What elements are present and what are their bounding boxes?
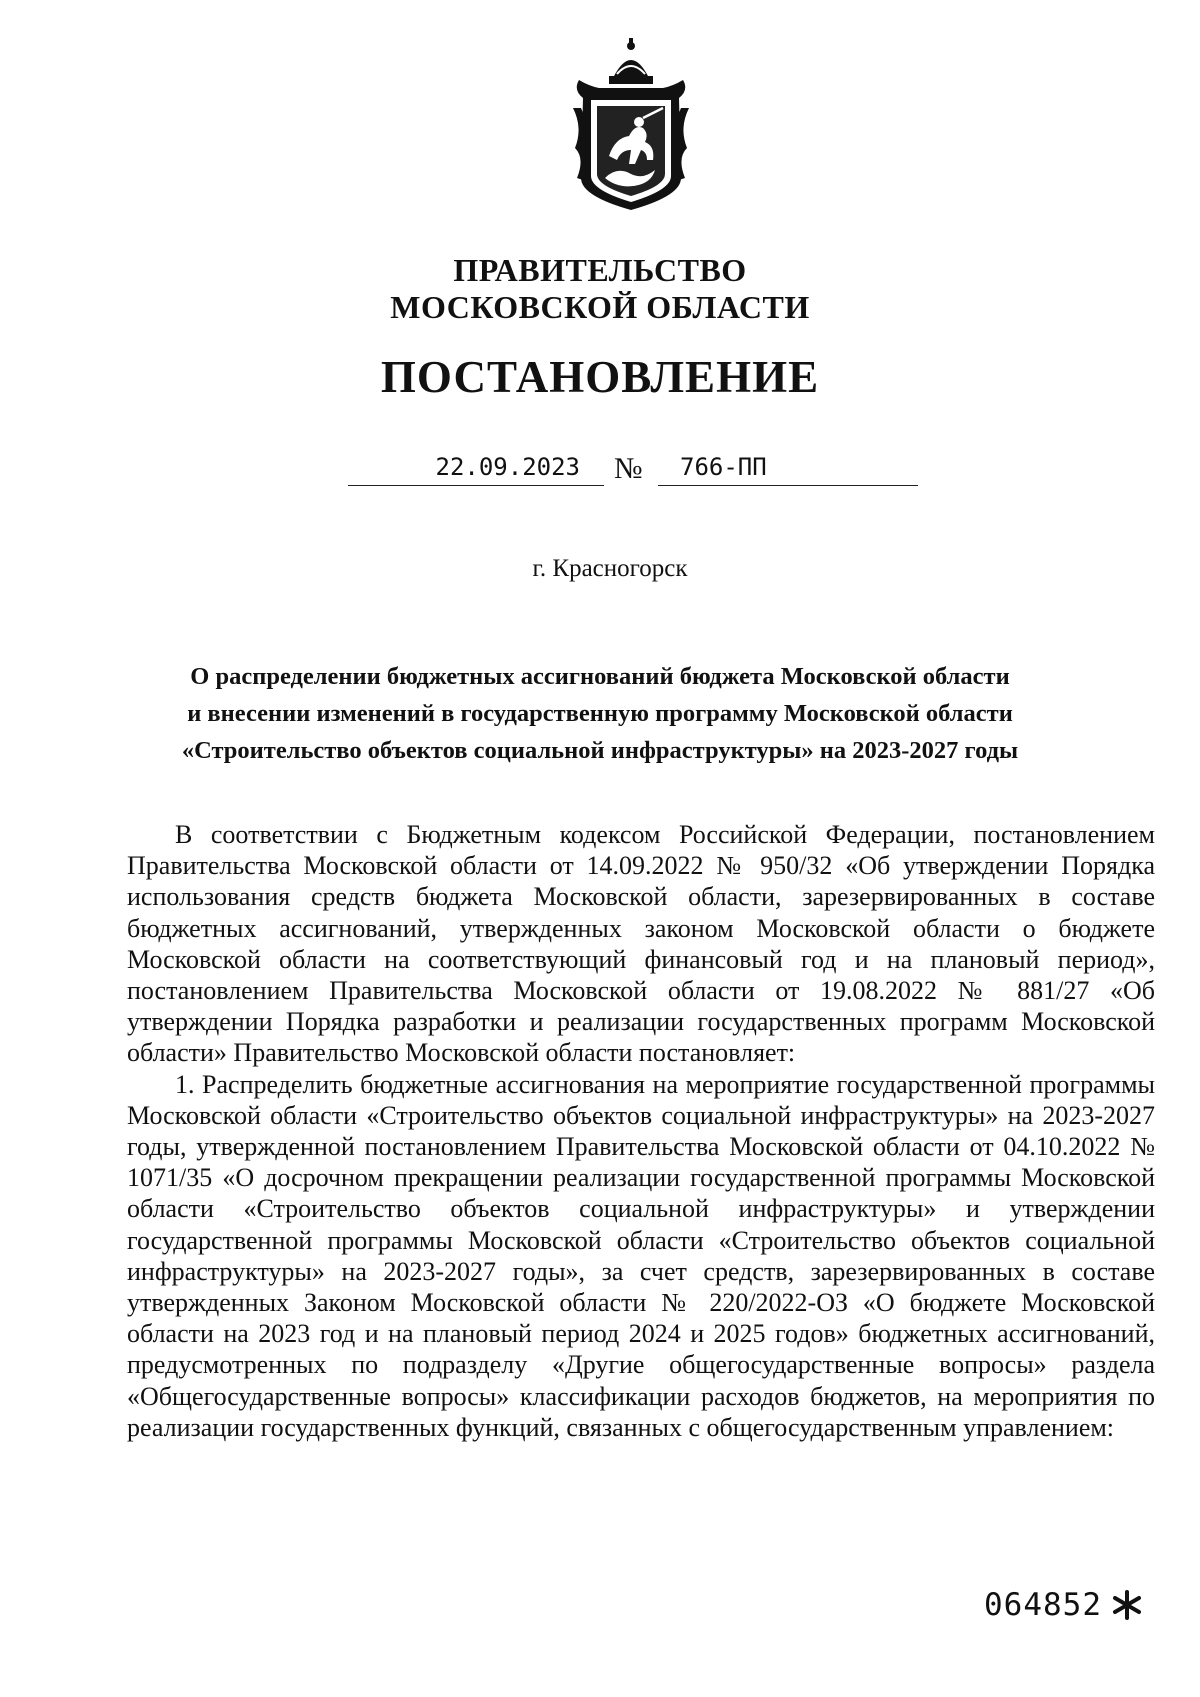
body-paragraph-preamble: В соответствии с Бюджетным кодексом Российской Федерации, постановлением Правительства Московской области от 14.09.2022 № 950/32 «Об утверждении Порядка использования средств бюджета Московской области, зарезервированных в составе бюджетных ассигнований, утвержденных законом Московской области о бюджете Московской области на соответствующий финансовый год и на плановый период», постановлением Правительства Московской области от 19.08.2022 № 881/27 «Об утверждении Порядка разработки и реализации государственных программ Московской области» Правительство Московской области постановляет: (127, 820, 1155, 1068)
star-mark-icon (1110, 1588, 1144, 1622)
body-paragraph-item-1: 1. Распределить бюджетные ассигнования на мероприятие государственной программы Московской области «Строительство объектов социальной инфраструктуры» на 2023-2027 годы, утвержденной постановлением Правительства Московской области от 04.10.2022 № 1071/35 «О досрочном прекращении реализации государственной программы Московской области «Строительство объектов социальной инфраструктуры» и утверждении государственной программы Московской области «Строительство объектов социальной инфраструктуры» на 2023-2027 годы», за счет средств, зарезервированных в составе утвержденных Законом Московской области № 220/2022-ОЗ «О бюджете Московской области на 2023 год и на плановый период 2024 и 2025 годов» бюджетных ассигнований, предусмотренных по подразделу «Другие общегосударственные вопросы» раздела «Общегосударственные вопросы» классификации расходов бюджетов, на мероприятия по реализации государственных функций, связанных с общегосударственным управлением: (127, 1069, 1155, 1442)
coat-of-arms-icon (569, 38, 693, 212)
document-body (127, 819, 1155, 1443)
subject-line: «Строительство объектов социальной инфраструктуры» на 2023-2027 годы (181, 737, 1019, 764)
number-sign: № (614, 452, 643, 485)
document-subject (130, 658, 1070, 769)
serial-number-text: 064852 (984, 1587, 1102, 1623)
subject-line: О распределении бюджетных ассигнований бюджета Московской области (190, 663, 1010, 690)
government-name-line1: ПРАВИТЕЛЬСТВО (453, 252, 747, 288)
government-name-line2: МОСКОВСКОЙ ОБЛАСТИ (390, 289, 810, 325)
city-of-issue: г. Красногорск (532, 555, 688, 582)
document-type-title: ПОСТАНОВЛЕНИЕ (380, 352, 820, 402)
registration-row (348, 450, 918, 490)
subject-line: и внесении изменений в государственную программу Московской области (187, 700, 1013, 727)
form-serial-number (984, 1585, 1144, 1625)
document-number: 766-ПП (658, 450, 918, 486)
document-date: 22.09.2023 (348, 450, 604, 486)
